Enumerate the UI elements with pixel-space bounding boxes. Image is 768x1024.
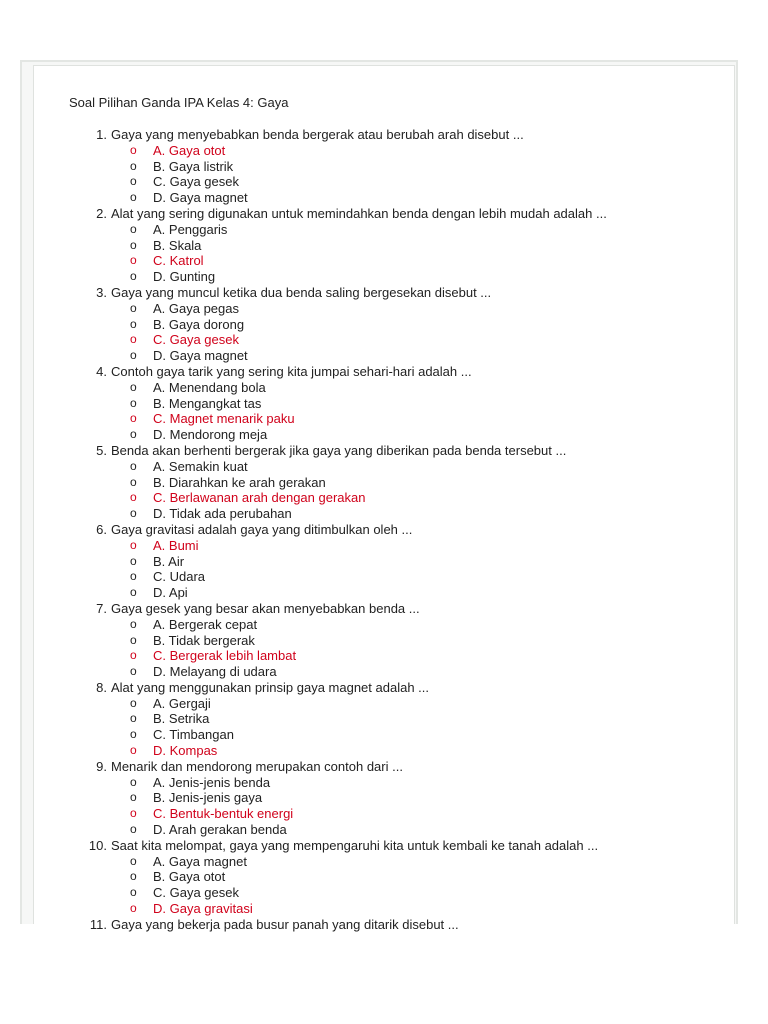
question-text: Gaya yang muncul ketika dua benda saling bergesekan disebut ... (111, 284, 492, 300)
option-list (34, 617, 734, 680)
bullet-icon: o (130, 174, 137, 189)
question-number: 4. (96, 363, 107, 379)
answer-option-correct (34, 332, 734, 348)
option-text: D. Arah gerakan benda (153, 822, 287, 838)
question-list (34, 127, 734, 933)
option-text: D. Api (153, 585, 188, 601)
answer-option-correct (34, 743, 734, 759)
answer-option-correct (34, 143, 734, 159)
answer-option (34, 301, 734, 317)
option-text: C. Berlawanan arah dengan gerakan (153, 490, 366, 506)
option-text: D. Kompas (153, 743, 218, 759)
question-number: 8. (96, 679, 107, 695)
document-page[interactable] (33, 65, 735, 932)
bullet-icon: o (130, 869, 137, 884)
answer-option (34, 885, 734, 901)
bullet-icon: o (130, 269, 137, 284)
answer-option-correct (34, 411, 734, 427)
bullet-icon: o (130, 221, 137, 236)
option-text: D. Mendorong meja (153, 427, 268, 443)
answer-option (34, 174, 734, 190)
answer-option (34, 775, 734, 791)
bullet-icon: o (130, 648, 137, 663)
option-text: A. Penggaris (153, 221, 228, 237)
answer-option-correct (34, 490, 734, 506)
bullet-icon: o (130, 695, 137, 710)
question-item (34, 759, 734, 838)
option-list (34, 854, 734, 917)
answer-option (34, 459, 734, 475)
answer-option (34, 554, 734, 570)
answer-option (34, 664, 734, 680)
option-text: A. Menendang bola (153, 379, 266, 395)
question-item (34, 285, 734, 364)
bullet-icon: o (130, 490, 137, 505)
option-text: D. Tidak ada perubahan (153, 506, 292, 522)
question-number: 2. (96, 205, 107, 221)
option-text: B. Tidak bergerak (153, 632, 255, 648)
question-number: 6. (96, 521, 107, 537)
answer-option (34, 854, 734, 870)
option-list (34, 380, 734, 443)
answer-option (34, 159, 734, 175)
answer-option (34, 617, 734, 633)
option-list (34, 143, 734, 206)
question-number: 10. (88, 837, 107, 853)
bullet-icon: o (130, 316, 137, 331)
answer-option (34, 585, 734, 601)
answer-option (34, 569, 734, 585)
question-number: 5. (96, 442, 107, 458)
option-list (34, 538, 734, 601)
option-text: B. Jenis-jenis gaya (153, 790, 263, 806)
question-text: Gaya yang menyebabkan benda bergerak atau berubah arah disebut ... (111, 127, 524, 142)
bullet-icon: o (130, 711, 137, 726)
bullet-icon: o (130, 458, 137, 473)
answer-option-correct (34, 538, 734, 554)
bullet-icon: o (130, 585, 137, 600)
option-text: A. Bergerak cepat (153, 616, 258, 632)
option-text: B. Gaya listrik (153, 158, 234, 174)
option-list (34, 775, 734, 838)
answer-option (34, 348, 734, 364)
bullet-icon: o (130, 348, 137, 363)
question-item (34, 127, 734, 206)
question-text: Benda akan berhenti bergerak jika gaya yang diberikan pada benda tersebut ... (111, 442, 567, 458)
option-text: A. Gaya otot (153, 142, 226, 158)
option-text: A. Gaya pegas (153, 300, 239, 316)
answer-option (34, 633, 734, 649)
option-text: C. Katrol (153, 253, 204, 269)
bullet-icon: o (130, 885, 137, 900)
answer-option (34, 269, 734, 285)
option-text: B. Diarahkan ke arah gerakan (153, 474, 326, 490)
question-text: Saat kita melompat, gaya yang mempengaruhi kita untuk kembali ke tanah adalah ... (111, 837, 599, 853)
question-text: Menarik dan mendorong merupakan contoh dari ... (111, 758, 403, 774)
bullet-icon: o (130, 632, 137, 647)
bullet-icon: o (130, 822, 137, 837)
answer-option (34, 790, 734, 806)
option-text: A. Jenis-jenis benda (153, 774, 271, 790)
question-item (34, 917, 734, 933)
option-list (34, 301, 734, 364)
bullet-icon: o (130, 806, 137, 821)
bullet-icon: o (130, 190, 137, 205)
question-text: Contoh gaya tarik yang sering kita jumpai sehari-hari adalah ... (111, 363, 472, 379)
answer-option (34, 869, 734, 885)
bullet-icon: o (130, 506, 137, 521)
bullet-icon: o (130, 332, 137, 347)
answer-option (34, 475, 734, 491)
option-list (34, 696, 734, 759)
option-text: C. Bergerak lebih lambat (153, 648, 297, 664)
answer-option (34, 238, 734, 254)
answer-option (34, 427, 734, 443)
option-list (34, 222, 734, 285)
option-text: C. Magnet menarik paku (153, 411, 295, 427)
option-text: D. Gaya magnet (153, 190, 248, 206)
bullet-icon: o (130, 553, 137, 568)
bullet-icon: o (130, 300, 137, 315)
question-text: Gaya gravitasi adalah gaya yang ditimbulkan oleh ... (111, 521, 413, 537)
question-number: 3. (96, 284, 107, 300)
bullet-icon: o (130, 664, 137, 679)
option-text: A. Semakin kuat (153, 458, 248, 474)
question-number: 11. (89, 916, 107, 932)
answer-option (34, 711, 734, 727)
option-text: B. Gaya otot (153, 869, 226, 885)
question-text: Gaya gesek yang besar akan menyebabkan benda ... (111, 600, 420, 616)
option-text: D. Gaya gravitasi (153, 901, 253, 917)
question-text: Alat yang menggunakan prinsip gaya magnet adalah ... (111, 679, 429, 695)
answer-option (34, 317, 734, 333)
bullet-icon: o (130, 411, 137, 426)
option-text: B. Gaya dorong (153, 316, 245, 332)
question-number: 7. (96, 600, 107, 616)
question-item (34, 364, 734, 443)
option-text: B. Mengangkat tas (153, 395, 262, 411)
option-text: C. Bentuk-bentuk energi (153, 806, 294, 822)
bullet-icon: o (130, 379, 137, 394)
bullet-icon: o (130, 790, 137, 805)
option-text: B. Skala (153, 237, 202, 253)
answer-option (34, 727, 734, 743)
option-text: D. Gaya magnet (153, 348, 248, 364)
answer-option-correct (34, 901, 734, 917)
bullet-icon: o (130, 569, 137, 584)
question-number: 1. (96, 127, 107, 142)
bullet-icon: o (130, 158, 137, 173)
answer-option (34, 506, 734, 522)
question-text: Alat yang sering digunakan untuk memindahkan benda dengan lebih mudah adalah ... (111, 205, 607, 221)
option-text: C. Gaya gesek (153, 885, 239, 901)
option-text: A. Bumi (153, 537, 199, 553)
bullet-icon: o (130, 616, 137, 631)
answer-option-correct (34, 806, 734, 822)
document-title: Soal Pilihan Ganda IPA Kelas 4: Gaya (69, 95, 289, 110)
bullet-icon: o (130, 395, 137, 410)
bullet-icon: o (130, 474, 137, 489)
option-text: B. Setrika (153, 711, 210, 727)
question-item (34, 838, 734, 917)
question-item (34, 206, 734, 285)
answer-option (34, 380, 734, 396)
option-text: B. Air (153, 553, 185, 569)
answer-option (34, 696, 734, 712)
answer-option (34, 190, 734, 206)
answer-option-correct (34, 253, 734, 269)
bullet-icon: o (130, 237, 137, 252)
bullet-icon: o (130, 853, 137, 868)
question-item (34, 443, 734, 522)
bullet-icon: o (130, 774, 137, 789)
option-text: A. Gaya magnet (153, 853, 247, 869)
bullet-icon: o (130, 537, 137, 552)
question-item (34, 680, 734, 759)
question-number: 9. (96, 758, 107, 774)
bullet-icon: o (130, 253, 137, 268)
option-text: C. Udara (153, 569, 206, 585)
answer-option-correct (34, 648, 734, 664)
bullet-icon: o (130, 142, 137, 157)
question-item (34, 522, 734, 601)
option-text: D. Melayang di udara (153, 664, 277, 680)
option-text: C. Gaya gesek (153, 174, 239, 190)
option-list (34, 459, 734, 522)
bullet-icon: o (130, 901, 137, 916)
question-item (34, 601, 734, 680)
answer-option (34, 222, 734, 238)
option-text: C. Gaya gesek (153, 332, 239, 348)
option-text: C. Timbangan (153, 727, 234, 743)
option-text: D. Gunting (153, 269, 216, 285)
bullet-icon: o (130, 427, 137, 442)
option-text: A. Gergaji (153, 695, 211, 711)
bullet-icon: o (130, 727, 137, 742)
bullet-icon: o (130, 743, 137, 758)
answer-option (34, 822, 734, 838)
question-text: Gaya yang bekerja pada busur panah yang ditarik disebut ... (111, 916, 459, 932)
answer-option (34, 396, 734, 412)
